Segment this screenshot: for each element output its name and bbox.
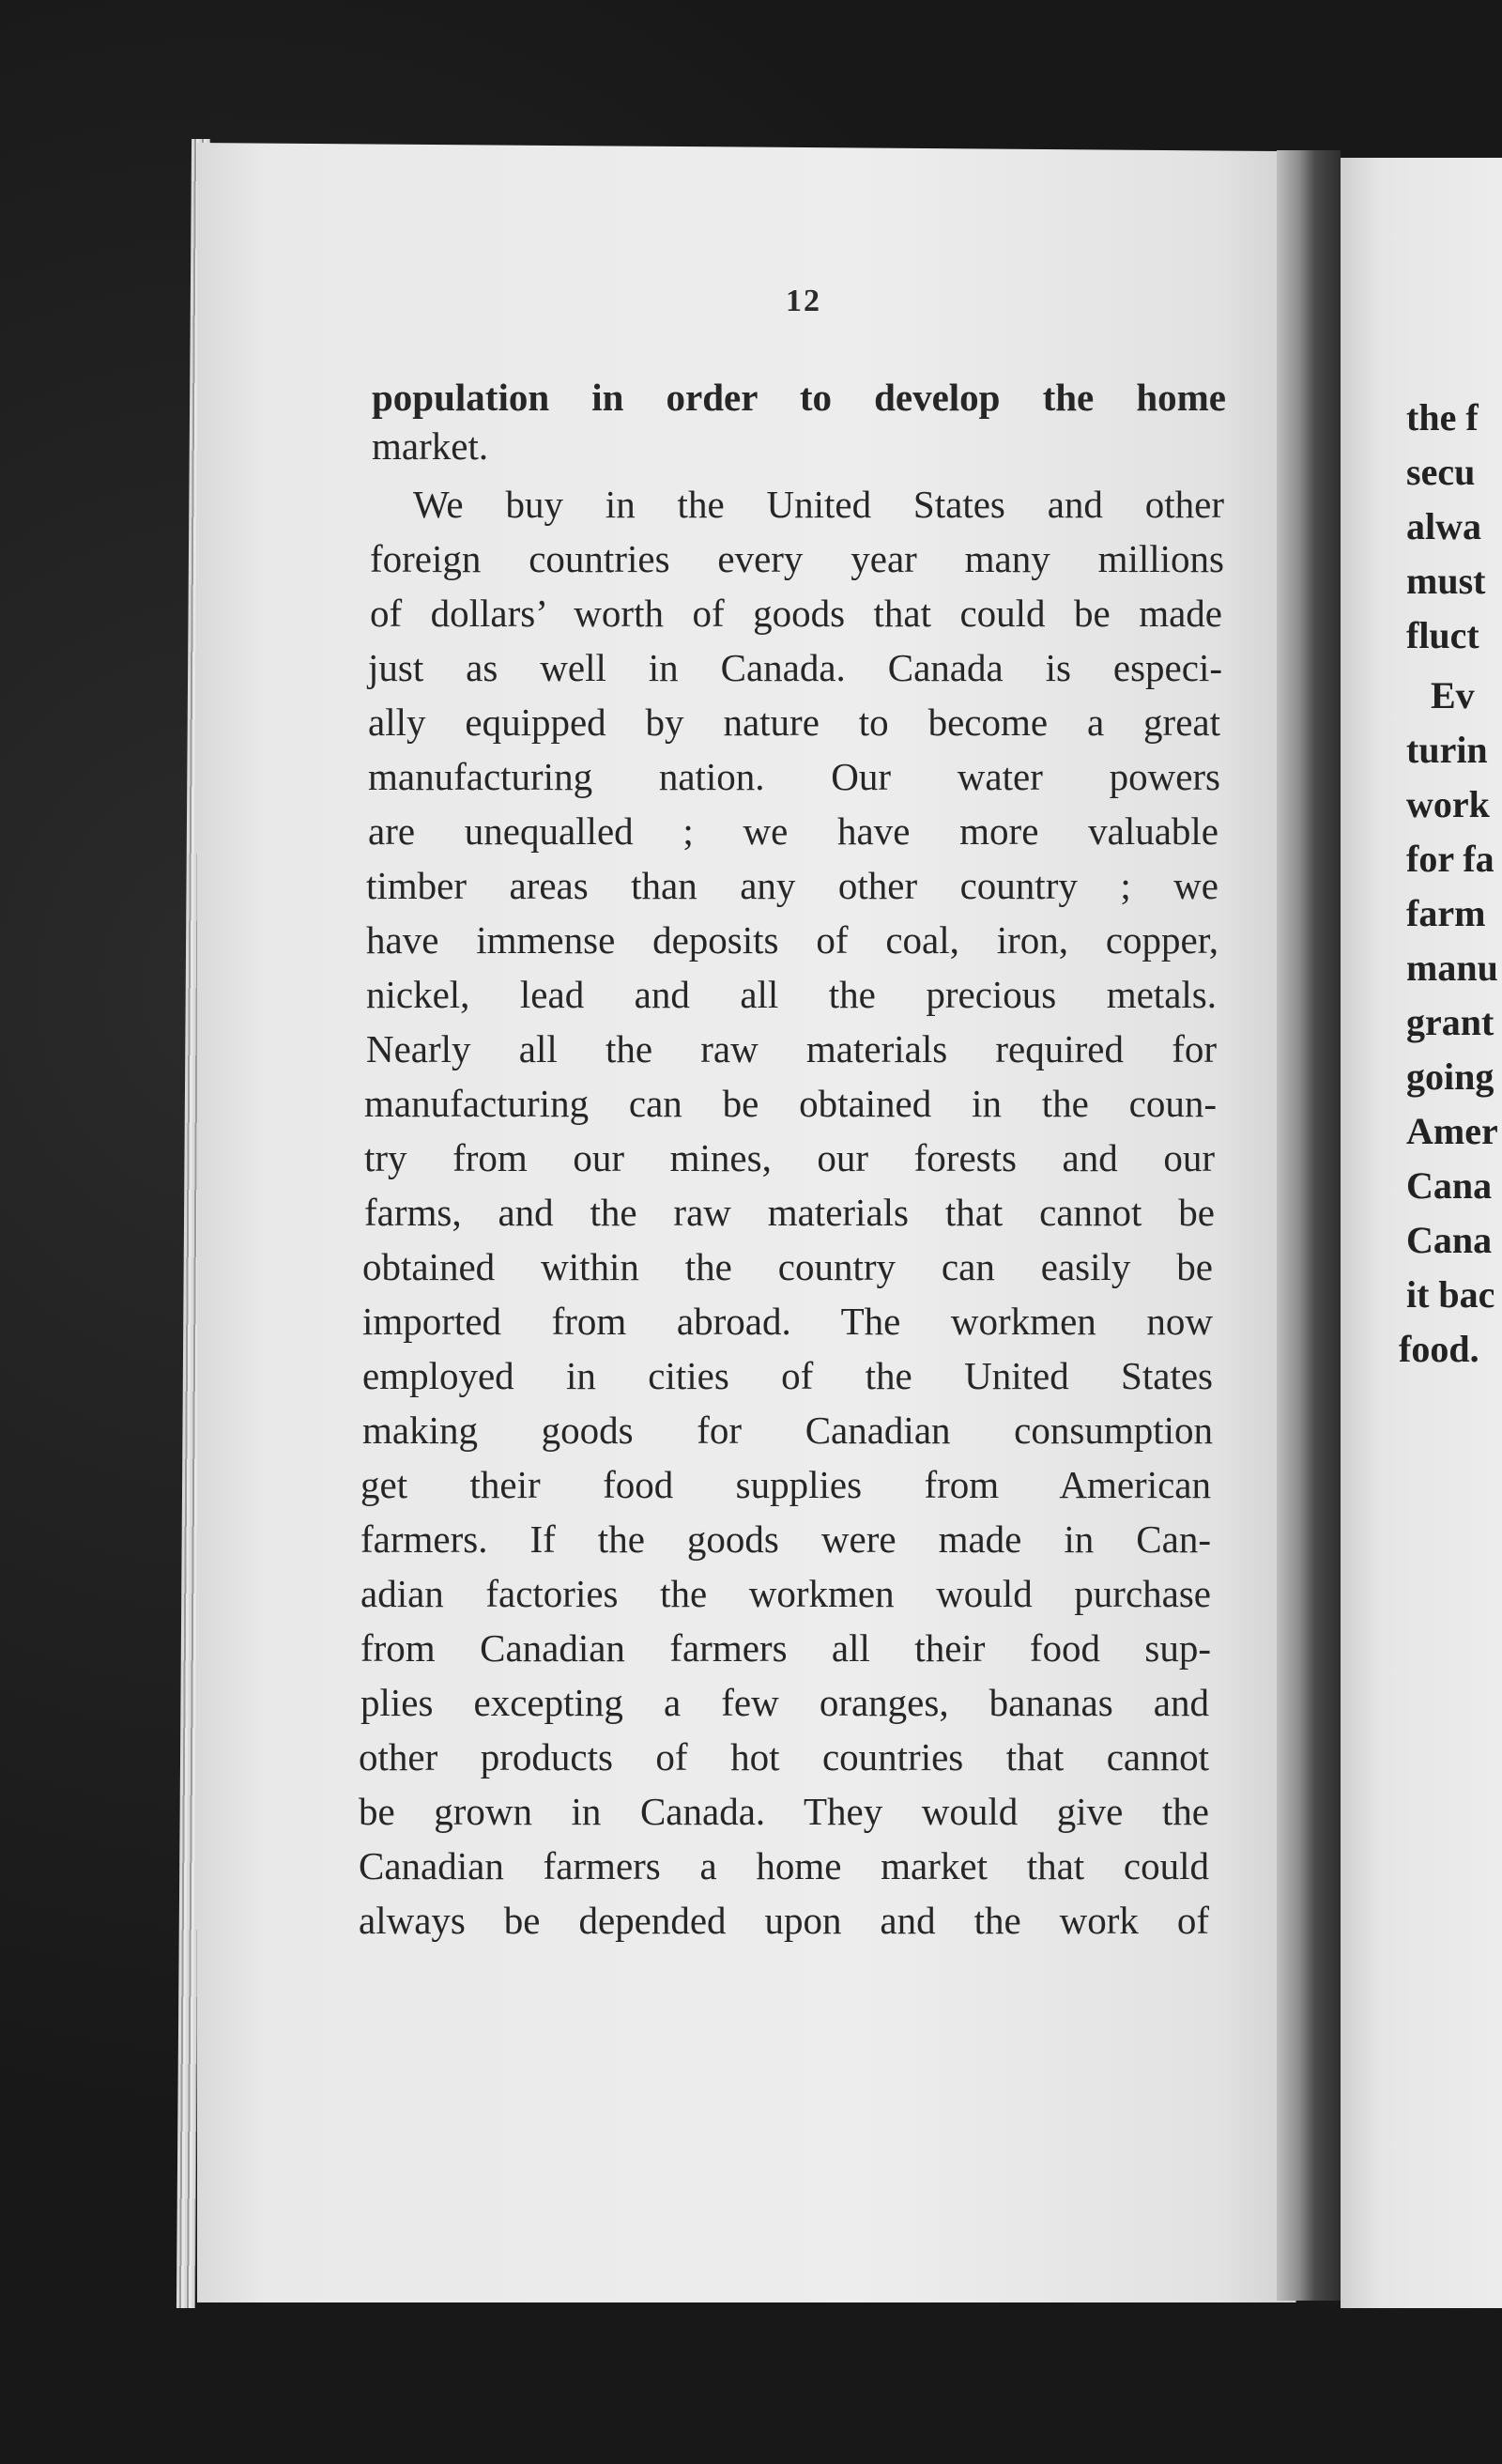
text-line: ally equipped by nature to become a great [368,701,1220,744]
right-text-line: going [1406,1055,1494,1098]
right-text-line: the f [1406,396,1479,439]
right-page-text [1341,158,1502,2308]
text-line: try from our mines, our forests and our [364,1136,1215,1179]
text-line: have immense deposits of coal, iron, copper, [366,918,1218,962]
text-line: farms, and the raw materials that cannot be [364,1191,1215,1234]
text-line: obtained within the country can easily be [362,1245,1213,1288]
page-number: 12 [786,284,821,318]
text-line: market. [372,424,489,468]
text-line: nickel, lead and all the precious metals. [366,973,1217,1016]
right-text-line: it bac [1406,1273,1495,1316]
text-line: manufacturing can be obtained in the coun- [364,1082,1217,1125]
text-line: imported from abroad. The workmen now [362,1300,1213,1343]
right-text-line: work [1406,783,1490,825]
text-line: farmers. If the goods were made in Can- [360,1517,1211,1561]
text-line: just as well in Canada. Canada is especi- [368,646,1222,689]
right-text-line: fluct [1406,614,1479,656]
right-text-line: Ev [1431,674,1475,716]
text-line: plies excepting a few oranges, bananas and [360,1681,1209,1724]
text-line: manufacturing nation. Our water powers [368,755,1220,798]
right-text-line: turin [1406,729,1488,771]
text-line: making goods for Canadian consumption [362,1409,1213,1452]
right-text-line: secu [1406,451,1476,493]
text-line: population in order to develop the home [372,376,1226,419]
right-text-line: for fa [1406,838,1494,880]
text-line: timber areas than any other country ; we [366,864,1218,907]
text-line: Canadian farmers a home market that could [359,1844,1209,1887]
text-line: of dollars’ worth of goods that could be made [370,592,1222,635]
right-text-line: food. [1399,1328,1479,1370]
text-line: Nearly all the raw materials required for [366,1027,1217,1070]
text-line: adian factories the workmen would purchase [360,1572,1211,1615]
right-text-line: farm [1406,892,1486,934]
right-text-line: Cana [1406,1164,1493,1207]
text-line: be grown in Canada. They would give the [359,1790,1209,1833]
text-line: employed in cities of the United States [362,1354,1213,1397]
text-line: We buy in the United States and other [413,483,1224,526]
text-line: other products of hot countries that cannot [359,1735,1209,1779]
text-line: are unequalled ; we have more valuable [368,809,1218,853]
right-text-line: Amer [1406,1110,1498,1152]
right-text-line: must [1406,560,1486,602]
book-gutter [1277,150,1341,2301]
text-line: get their food supplies from American [360,1463,1211,1506]
right-text-line: alwa [1406,505,1481,547]
text-line: foreign countries every year many millions [370,537,1224,580]
text-line: from Canadian farmers all their food sup- [360,1626,1211,1670]
right-text-line: Cana [1406,1219,1493,1261]
right-text-line: manu [1406,947,1498,989]
text-line: always be depended upon and the work of [359,1899,1209,1942]
right-text-line: grant [1406,1001,1494,1043]
